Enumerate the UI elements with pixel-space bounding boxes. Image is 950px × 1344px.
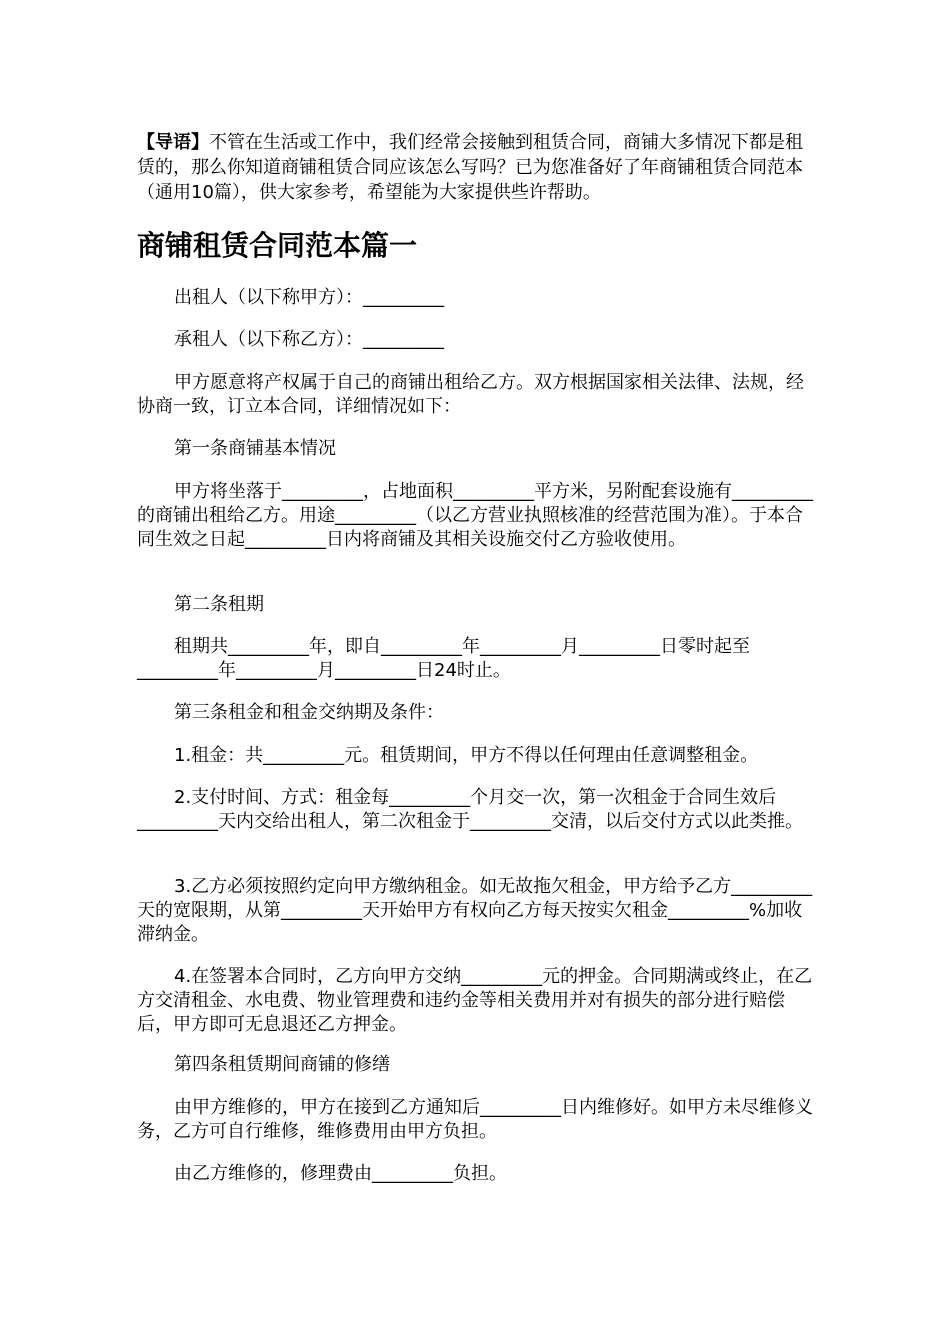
- article-3-item-3: 3.乙方必须按照约定向甲方缴纳租金。如无故拖欠租金，甲方给予乙方_________天的宽限期，从第_________天开始甲方有权向乙方每天按实欠租金_________%加收滞纳金。: [137, 876, 813, 945]
- section-heading: 商铺租赁合同范本篇一: [137, 229, 418, 262]
- lessor-line: 出租人（以下称甲方）：_________: [174, 287, 444, 308]
- article-4-title: 第四条租赁期间商铺的修缮: [174, 1054, 390, 1075]
- article-1-body: 甲方将坐落于_________，占地面积_________平方米，另附配套设施有_________的商铺出租给乙方。用途_________（以乙方营业执照核准的经营范围为准）。于本合同生效之日起_________日内将商铺及其相关设施交付乙方验收使用。: [137, 481, 813, 550]
- article-3-title: 第三条租金和租金交纳期及条件：: [174, 702, 444, 723]
- article-2-body: 租期共_________年，即自_________年_________月_________日零时起至_________年_________月_________日24时止。: [137, 636, 750, 681]
- intro-paragraph: [137, 130, 817, 205]
- article-4-lessor-repair: 由甲方维修的，甲方在接到乙方通知后_________日内维修好。如甲方未尽维修义务，乙方可自行维修，维修费用由甲方负担。: [137, 1097, 813, 1142]
- article-3-item-1: 1.租金：共_________元。租赁期间，甲方不得以任何理由任意调整租金。: [174, 745, 759, 766]
- article-1-title: 第一条商铺基本情况: [174, 438, 336, 459]
- intro-text: 不管在生活或工作中，我们经常会接触到租赁合同，商铺大多情况下都是租赁的，那么你知道商铺租赁合同应该怎么写吗？已为您准备好了年商铺租赁合同范本（通用10篇），供大家参考，希望能为大家提供些许帮助。: [137, 132, 803, 203]
- article-3-item-2: 2.支付时间、方式：租金每_________个月交一次，第一次租金于合同生效后_________天内交给出租人，第二次租金于_________交清，以后交付方式以此类推。: [137, 787, 803, 832]
- lessee-line: 承租人（以下称乙方）：_________: [174, 329, 444, 350]
- intro-lead: 【导语】: [137, 132, 209, 153]
- article-4-lessee-repair: 由乙方维修的，修理费由_________负担。: [174, 1163, 507, 1184]
- preamble-paragraph: 甲方愿意将产权属于自己的商铺出租给乙方。双方根据国家相关法律、法规，经协商一致，订立本合同，详细情况如下：: [137, 372, 804, 417]
- article-2-title: 第二条租期: [174, 594, 264, 615]
- article-3-item-4: 4.在签署本合同时，乙方向甲方交纳_________元的押金。合同期满或终止，在乙方交清租金、水电费、物业管理费和违约金等相关费用并对有损失的部分进行赔偿后，甲方即可无息退还乙方押金。: [137, 966, 813, 1035]
